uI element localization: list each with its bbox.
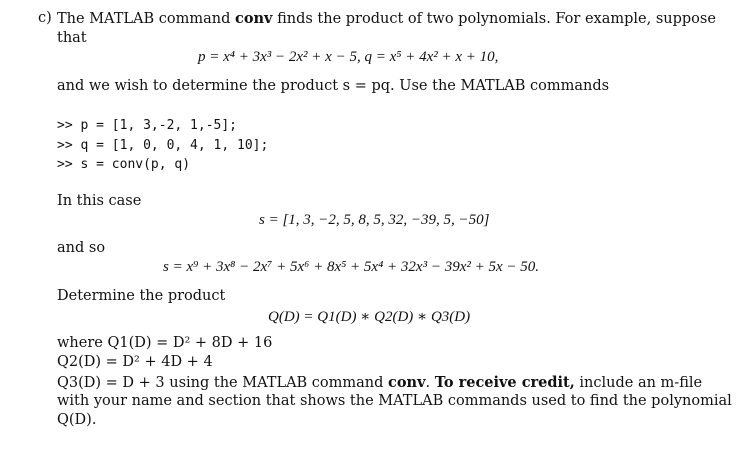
equation-s-polynomial: s = x⁹ + 3x⁸ − 2x⁷ + 5x⁶ + 8x⁵ + 5x⁴ + 32x³ − 39x² + 5x − 50. [163,259,540,275]
q3-text-b: . [425,375,435,391]
receive-credit-text: To receive credit, [434,374,575,391]
code-line-2: >> q = [1, 0, 0, 4, 1, 10]; [57,138,269,153]
in-this-case-label: In this case [57,193,142,209]
q2-line: Q2(D) = D² + 4D + 4 [57,354,213,370]
where-q1-line: where Q1(D) = D² + 8D + 16 [57,335,273,351]
intro-text-a: The MATLAB command [57,11,235,27]
last-line-2: Q(D). [57,412,97,428]
and-so-label: and so [57,240,106,256]
conv-keyword: conv [235,10,273,27]
intro-text-b: finds the product of two polynomials. For example, suppose [272,11,716,27]
q3-text-a: Q3(D) = D + 3 using the MATLAB command [57,375,389,391]
intro-line-1 [57,10,716,27]
problem-label: c) [38,10,52,26]
intro-line-2: that [57,30,87,46]
code-line-3: >> s = conv(p, q) [57,157,191,172]
code-line-1: >> p = [1, 3,-2, 1,-5]; [57,118,238,133]
determine-label: Determine the product [57,288,226,304]
wish-sentence: and we wish to determine the product s = pq. Use the MATLAB commands [57,78,610,94]
last-line-1: with your name and section that shows the MATLAB commands used to find the polynomial [57,393,732,409]
equation-Q: Q(D) = Q1(D) ∗ Q2(D) ∗ Q3(D) [268,309,471,325]
equation-s-vector: s = [1, 3, −2, 5, 8, 5, 32, −39, 5, −50] [259,212,490,228]
equation-p-q: p = x⁴ + 3x³ − 2x² + x − 5, q = x⁵ + 4x² + x + 10, [198,49,499,65]
q3-text-c: include an m-file [574,375,703,391]
q3-line [57,374,702,391]
q3-conv-keyword: conv [388,374,426,391]
